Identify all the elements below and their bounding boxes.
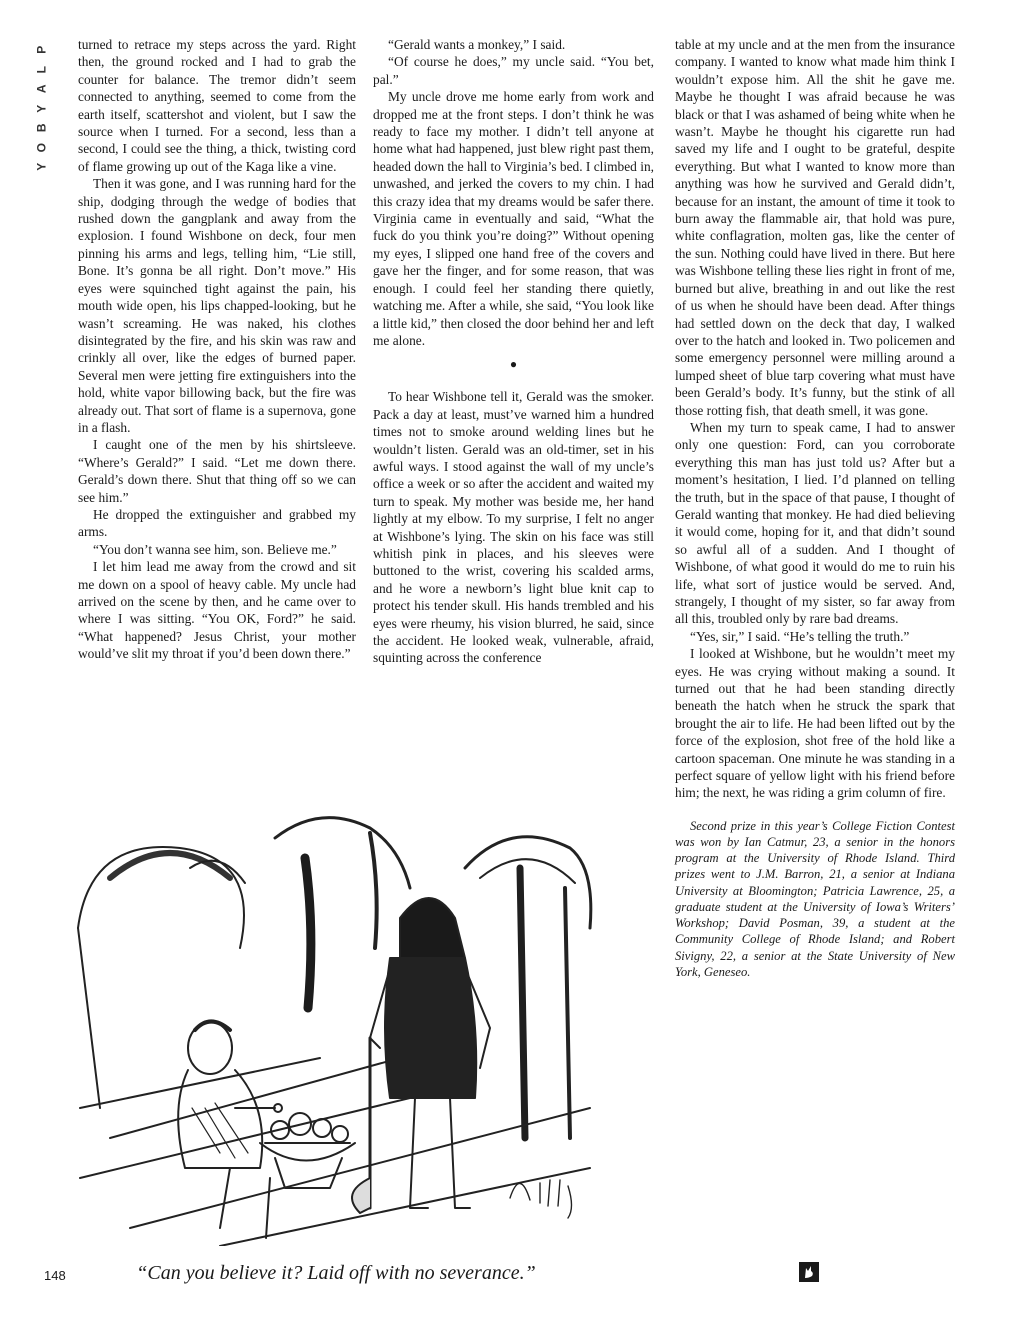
text-column-3: [675, 36, 955, 980]
section-break-bullet: ●: [509, 357, 518, 372]
paragraph: My uncle drove me home early from work and dropped me at the front steps. I don’t think he was ready to face my mother. I didn’t tell anyone at home what had happened, just blew right past them, headed down the hall to Virginia’s bed. I climbed in, unwashed, and jerked the covers to my chin. I had this crazy idea that my dreams would be safer there. Virginia came in eventually and said, “What the fuck do you think you’re doing?” Without opening my eyes, I slipped one hand free of the covers and gave her the finger, and for some reason, that was enough. I could feel her standing there quietly, watching me. After a while, she said, “You look like a little kid,” then closed the door behind her and left me alone.: [373, 89, 654, 348]
paragraph: I caught one of the men by his shirtsleeve. “Where’s Gerald?” I said. “Let me down there. Gerald’s down there. Shut that thing off so we can see him.”: [78, 437, 356, 505]
sidebar-letter: B: [34, 123, 49, 133]
paragraph: When my turn to speak came, I had to answer only one question: Ford, can you corroborate everything this man has just told us? After but a moment’s hesitation, I lied. I’d planned on telling the truth, but in the space of that pause, I thought of Gerald wanting that monkey. He had died believing it would come, hoping for it, and that didn’t sound so awful all of a sudden. And I thought of Wishbone, of what good it would do me to ruin his life, what sort of justice would be served. And, strangely, I thought of my sister, so far away from all this, troubled only by rare bad dreams.: [675, 419, 955, 627]
text-column-1: [78, 36, 356, 663]
playboy-bunny-logo-icon: [799, 1262, 819, 1282]
paragraph: I looked at Wishbone, but he wouldn’t meet my eyes. He was crying without making a sound. It turned out that he had been standing directly beneath the hatch when he struck the spark that brought the air to life. He had been lifted out by the force of the explosion, shot free of the hold like a cartoon spaceman. One minute he was standing in a perfect square of yellow light with his friend before him; the next, he was riding a grim column of fire.: [675, 646, 955, 801]
paragraph: He dropped the extinguisher and grabbed my arms.: [78, 506, 356, 540]
sidebar-letter: O: [34, 142, 49, 152]
paragraph: “Of course he does,” my uncle said. “You bet, pal.”: [373, 54, 654, 87]
contest-credit-note: Second prize in this year’s College Fiction Contest was won by Ian Catmur, 23, a senior in the honors program at the University of Rhode Island. Third prizes went to J.M. Barron, 21, a senior at Indiana University at Bloomington; Patricia Lawrence, 25, a graduate student at the University of Iowa’s Writers’ Workshop; David Posman, 39, a student at the Community College of Rhode Island; and Robert Sivigny, 22, a senior at the State University of New York, Geneseo.: [675, 818, 955, 979]
text-column-2: [373, 36, 654, 667]
paragraph: turned to retrace my steps across the yard. Right then, the ground rocked and I had to grab the counter for balance. The tremor didn’t seem connected to anything, seemed to come from the earth itself, scattershot and violent, but I saw the source when I turned. For a second, less than a second, I could see the thing, a thick, twisting cord of flame growing up out of the Kaga like a vine.: [78, 37, 356, 174]
sidebar-letter: Y: [34, 162, 49, 171]
paragraph: “Gerald wants a monkey,” I said.: [388, 37, 566, 52]
paragraph: “You don’t wanna see him, son. Believe me.”: [93, 541, 337, 557]
sidebar-letter: L: [34, 65, 49, 73]
magazine-sidebar: [34, 40, 50, 177]
paragraph: table at my uncle and at the men from the insurance company. I wanted to know what made him think I wouldn’t expose him. All the shit he gave me. Maybe he thought I was afraid because he was black or that I was ashamed of being white when he wasn’t. Maybe he thought his cigarette run had saved my life and I ought to be grateful, despite everything. But what I wanted to know more than anything was how he survived and Gerald didn’t, because for an instant, the amount of time it took to burn away the flammable air, that hold was pure, white conflagration, molten gas, like the center of the sun. Nothing could have lived in there. But here was Wishbone telling these lies right in front of me, burned but alive, breathing in and out like the rest of us when he should have been dead. After things had settled down on the deck that day, I walked over to the hatch and looked in. Two policemen and some emergency personnel were milling around a lumped sheet of blue tarp covering what must have been Gerald’s body. It’s funny, but the stink of all those rotting fish, that death smell, it was gone.: [675, 37, 955, 418]
cartoon-illustration: [70, 808, 602, 1246]
sidebar-letter: A: [34, 84, 49, 94]
paragraph: “Yes, sir,” I said. “He’s telling the truth.”: [690, 628, 910, 644]
sidebar-letter: Y: [34, 104, 49, 113]
cartoon-caption: “Can you believe it? Laid off with no severance.”: [136, 1262, 536, 1284]
paragraph: Then it was gone, and I was running hard for the ship, dodging through the wedge of bodies that rushed down the gangplank and away from the explosion. I found Wishbone on deck, four men pinning his arms and legs, telling him, “Lie still, Bone. It’s gonna be all right. Don’t move.” His eyes were squinched tight against the pain, his mouth wide open, his lips chapped-looking, but he wasn’t screaming. He was naked, his clothes disintegrated by the fire, and his skin was raw and crinkly all over, like the edges of burned paper. Several men were jetting fire extinguishers into the hold, white vapor billowing back, but the fire was already out. That sort of flame is a supernova, gone in a flash.: [78, 176, 356, 435]
page-number: 148: [44, 1268, 66, 1283]
sidebar-letter: P: [34, 45, 49, 54]
paragraph: I let him lead me away from the crowd and sit me down on a spool of heavy cable. My uncle had arrived on the scene by then, and he came over to where I was sitting. “You OK, Ford?” he said. “What happened? Jesus Christ, your mother would’ve slit my throat if you’d been down there.”: [78, 559, 356, 662]
paragraph: To hear Wishbone tell it, Gerald was the smoker. Pack a day at least, must’ve warned him a hundred times not to smoke around welding lines but he wouldn’t listen. Gerald was an old-timer, set in his awful ways. I stood against the wall of my uncle’s office a week or so after the accident and waited my turn to speak. My mother was beside me, her hand lightly at my elbow. To my surprise, I felt no anger at Wishbone’s lying. The skin on his face was still whitish pink in places, and his sleeves were buttoned to the wrist, covering his scalded arms, and he wore a newborn’s light blue knit cap to protect his tender skull. His hands trembled and his eyes were rheumy, his vision blurred, he said, since the accident. He looked weak, vulnerable, afraid, squinting across the conference: [373, 389, 654, 666]
